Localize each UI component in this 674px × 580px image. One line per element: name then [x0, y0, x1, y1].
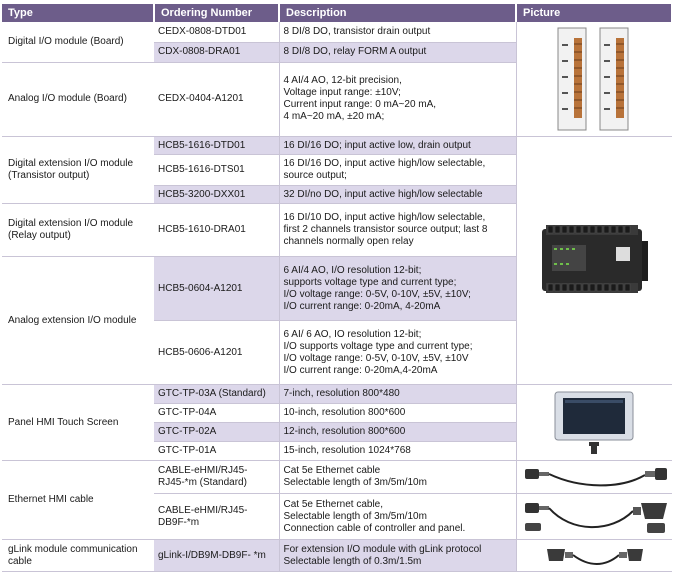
- type-label: Panel HMI Touch Screen: [8, 416, 119, 428]
- description-line: 32 DI/no DO, input active high/low selectable: [283, 188, 483, 200]
- ordering-number: CABLE-eHMI/RJ45-: [158, 504, 248, 516]
- description-line: Connection cable of controller and panel.: [283, 522, 466, 534]
- header-picture: Picture: [516, 4, 672, 22]
- table-row: [2, 540, 672, 572]
- ordering-cell: [154, 137, 279, 155]
- description-cell: [279, 62, 516, 136]
- ordering-number: CEDX-0808-DTD01: [158, 25, 247, 37]
- ordering-cell: [154, 423, 279, 442]
- description-line: 16 DI/16 DO, input active high/low selectable,: [283, 158, 486, 169]
- ordering-cell: [154, 155, 279, 186]
- description-line: I/O current range: 0-20mA,4-20mA: [283, 364, 438, 376]
- type-label: Analog I/O module (Board): [8, 93, 127, 105]
- ordering-number: CDX-0808-DRA01: [158, 46, 241, 58]
- description-line: 6 AI/ 6 AO, IO resolution 12-bit;: [283, 328, 422, 340]
- type-cell: [2, 461, 154, 540]
- description-cell: [279, 137, 516, 155]
- glink-cable-image: [539, 543, 649, 569]
- description-line: Cat 5e Ethernet cable,: [283, 498, 384, 510]
- description-line: Voltage input range: ±10V;: [283, 87, 401, 99]
- picture-cell: [516, 540, 672, 572]
- picture-cell: [516, 22, 672, 137]
- ordering-cell: [154, 204, 279, 257]
- description-cell: [279, 494, 516, 540]
- picture-cell: [516, 385, 672, 461]
- ordering-number: gLink-I/DB9M-DB9F- *m: [158, 549, 266, 561]
- board-modules-image: [544, 24, 644, 134]
- rj45-cable-image: [521, 463, 671, 491]
- header-type: Type: [2, 4, 154, 22]
- ordering-number: GTC-TP-03A (Standard): [158, 388, 266, 399]
- ordering-cell: [154, 42, 279, 62]
- description-cell: [279, 540, 516, 572]
- ordering-number: HCB5-1616-DTD01: [158, 139, 246, 151]
- description-line: 6 AI/4 AO, I/O resolution 12-bit;: [283, 264, 422, 276]
- description-cell: [279, 442, 516, 461]
- description-cell: [279, 22, 516, 42]
- description-cell: [279, 321, 516, 385]
- description-cell: [279, 423, 516, 442]
- ordering-cell: [154, 540, 279, 572]
- ordering-number: CEDX-0404-A1201: [158, 93, 244, 105]
- ordering-cell: [154, 62, 279, 136]
- board-module-left: [558, 28, 586, 130]
- description-line: 10-inch, resolution 800*600: [283, 407, 406, 418]
- ordering-number: CABLE-eHMI/RJ45-: [158, 465, 248, 476]
- touch-screen-image: [549, 388, 639, 458]
- description-cell: [279, 155, 516, 186]
- type-label: Digital I/O module (Board): [8, 35, 124, 47]
- ordering-number: GTC-TP-04A: [158, 407, 217, 418]
- type-cell: [2, 257, 154, 385]
- ordering-number: HCB5-3200-DXX01: [158, 188, 246, 200]
- type-cell: [2, 204, 154, 257]
- picture-cell: [516, 137, 672, 385]
- ordering-number: GTC-TP-01A: [158, 445, 217, 456]
- table-row: [2, 137, 672, 155]
- table-row: [2, 22, 672, 42]
- description-cell: [279, 404, 516, 423]
- ordering-cell: [154, 494, 279, 540]
- type-label: gLink module communication: [8, 543, 138, 555]
- description-line: I/O current range: 0-20mA, 4-20mA: [283, 300, 441, 312]
- ordering-cell: [154, 404, 279, 423]
- description-line: 15-inch, resolution 1024*768: [283, 445, 411, 456]
- description-line: source output;: [283, 170, 347, 181]
- product-table: [2, 4, 673, 572]
- type-label: Ethernet HMI cable: [8, 494, 94, 505]
- type-label: (Transistor output): [8, 170, 90, 181]
- description-line: I/O supports voltage type and current type;: [283, 340, 473, 352]
- description-line: Selectable length of 3m/5m/10m: [283, 477, 427, 488]
- description-line: I/O voltage range: 0-5V, 0-10V, ±5V, ±10V;: [283, 288, 471, 300]
- description-line: Selectable length of 0.3m/1.5m: [283, 555, 422, 567]
- description-line: Selectable length of 3m/5m/10m: [283, 510, 427, 522]
- description-line: 8 DI/8 DO, transistor drain output: [283, 25, 431, 37]
- description-line: 16 DI/10 DO, input active high/low selectable,: [283, 212, 486, 223]
- type-cell: [2, 62, 154, 136]
- table-row: [2, 461, 672, 494]
- type-cell: [2, 385, 154, 461]
- ordering-cell: [154, 321, 279, 385]
- description-cell: [279, 385, 516, 404]
- description-line: 7-inch, resolution 800*480: [283, 388, 400, 399]
- type-label: Digital extension I/O module: [8, 158, 134, 169]
- description-cell: [279, 204, 516, 257]
- header-row: [2, 4, 672, 22]
- ordering-number: HCB5-0604-A1201: [158, 282, 243, 294]
- description-line: channels normally open relay: [283, 236, 414, 247]
- description-line: 4 AI/4 AO, 12-bit precision,: [283, 75, 402, 87]
- header-ordering-number: Ordering Number: [154, 4, 279, 22]
- ordering-number: HCB5-0606-A1201: [158, 346, 243, 358]
- ordering-cell: [154, 257, 279, 321]
- description-line: Current input range: 0 mA~20 mA,: [283, 99, 437, 111]
- ordering-number: GTC-TP-02A: [158, 426, 217, 437]
- header-description: Description: [279, 4, 516, 22]
- type-cell: [2, 540, 154, 572]
- description-line: I/O voltage range: 0-5V, 0-10V, ±5V, ±10V: [283, 352, 469, 364]
- type-cell: [2, 137, 154, 204]
- table-row: [2, 385, 672, 404]
- ordering-cell: [154, 442, 279, 461]
- ordering-number: HCB5-1610-DRA01: [158, 224, 246, 235]
- ordering-number: DB9F-*m: [158, 516, 200, 528]
- type-label: Digital extension I/O module: [8, 218, 134, 229]
- extension-module-image: [534, 211, 654, 311]
- description-line: 16 DI/16 DO; input active low, drain output: [283, 139, 471, 151]
- description-line: Cat 5e Ethernet cable: [283, 465, 381, 476]
- description-cell: [279, 461, 516, 494]
- picture-cell: [516, 494, 672, 540]
- description-cell: [279, 257, 516, 321]
- ordering-cell: [154, 385, 279, 404]
- description-line: 8 DI/8 DO, relay FORM A output: [283, 46, 427, 58]
- ordering-number: RJ45-*m (Standard): [158, 477, 247, 488]
- type-label: (Relay output): [8, 230, 71, 241]
- rj45-db9-cable-image: [521, 497, 671, 537]
- type-label: cable: [8, 555, 32, 567]
- description-line: 4 mA~20 mA, ±20 mA;: [283, 111, 385, 123]
- description-line: 12-inch, resolution 800*600: [283, 426, 406, 437]
- ordering-cell: [154, 461, 279, 494]
- board-module-right: [600, 28, 628, 130]
- description-line: For extension I/O module with gLink protocol: [283, 543, 482, 555]
- description-line: supports voltage type and current type;: [283, 276, 457, 288]
- picture-cell: [516, 461, 672, 494]
- description-cell: [279, 186, 516, 204]
- ordering-cell: [154, 186, 279, 204]
- description-line: first 2 channels transistor source output; last 8: [283, 224, 488, 235]
- type-label: Analog extension I/O module: [8, 314, 137, 326]
- description-cell: [279, 42, 516, 62]
- type-cell: [2, 22, 154, 62]
- ordering-cell: [154, 22, 279, 42]
- ordering-number: HCB5-1616-DTS01: [158, 164, 245, 175]
